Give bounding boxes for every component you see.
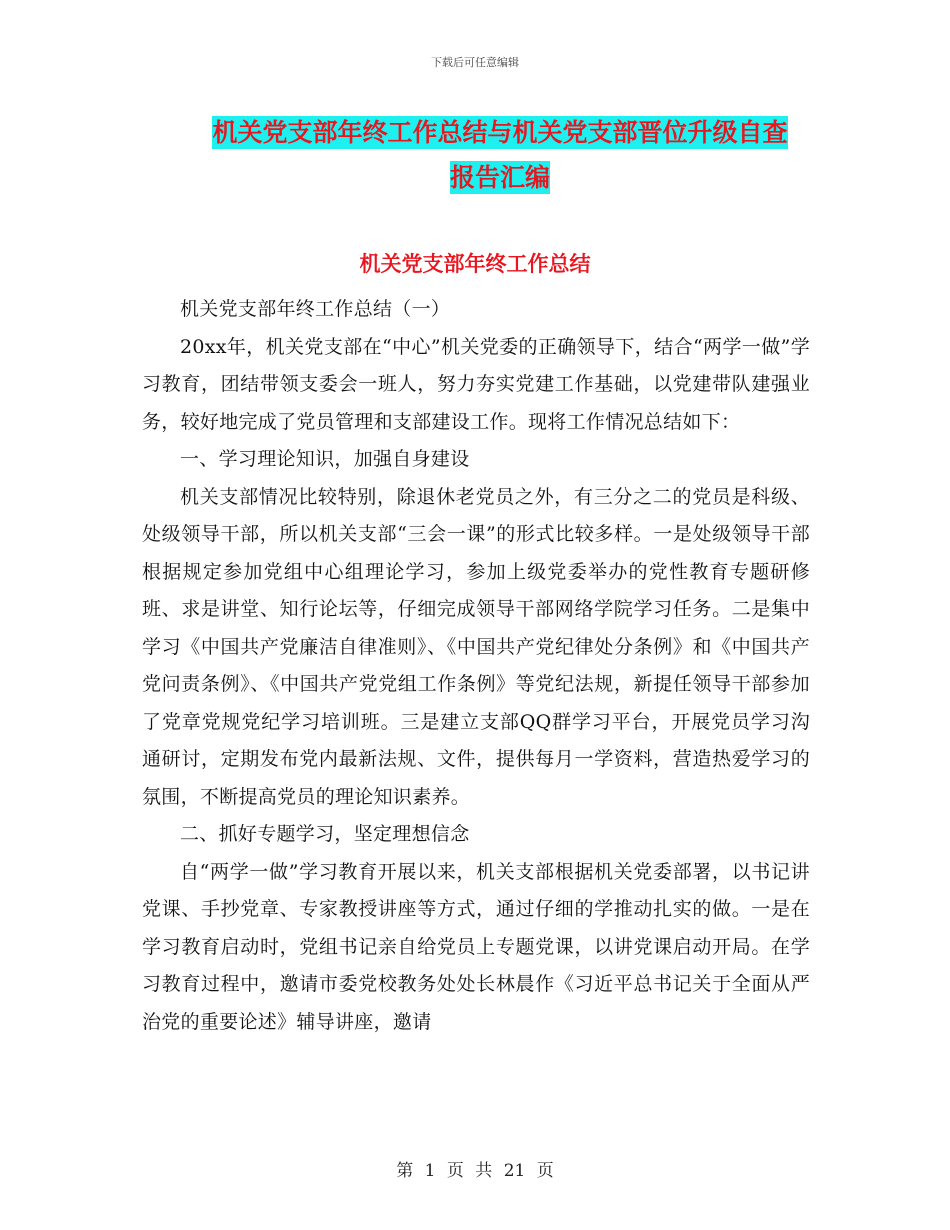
paragraph-heading: 二、抓好专题学习，坚定理想信念: [180, 823, 470, 845]
paragraph-heading: 一、学习理论知识，加强自身建设: [180, 448, 470, 470]
title-line-2: 报告汇编: [449, 163, 550, 192]
paragraph: 自“两学一做”学习教育开展以来，机关支部根据机关党委部署，以书记讲党课、手抄党章、专家教授讲座等方式，通过仔细的学推动扎实的做。一是在学习教育启动时，党组书记亲自给党员上专题党课，以讲党课启动开局。在学习教育过程中，邀请市委党校教务处处长林晨作《习近平总书记关于全面从严治党的重要论述》辅导讲座，邀请: [142, 860, 810, 1033]
paragraph: 20xx年，机关党支部在“中心”机关党委的正确领导下，结合“两学一做”学习教育，团结带领支委会一班人，努力夯实党建工作基础，以党建带队建强业务，较好地完成了党员管理和支部建设工作。现将工作情况总结如下：: [142, 335, 810, 433]
section-title: 机关党支部年终工作总结: [359, 252, 591, 276]
document-body: [142, 291, 810, 1041]
paragraph: 机关支部情况比较特别，除退休老党员之外，有三分之二的党员是科级、处级领导干部，所以机关支部“三会一课”的形式比较多样。一是处级领导干部根据规定参加党组中心组理论学习，参加上级党委举办的党性教育专题研修班、求是讲堂、知行论坛等，仔细完成领导干部网络学院学习任务。二是集中学习《中国共产党廉洁自律准则》、《中国共产党纪律处分条例》和《中国共产党问责条例》、《中国共产党党组工作条例》等党纪法规，新提任领导干部参加了党章党规党纪学习培训班。三是建立支部QQ群学习平台，开展党员学习沟通研讨，定期发布党内最新法规、文件，提供每月一学资料，营造热爱学习的氛围，不断提高党员的理论知识素养。: [142, 485, 810, 808]
header-note: 下载后可任意编辑: [431, 56, 519, 69]
paragraph: 机关党支部年终工作总结（一）: [180, 298, 451, 320]
page-number: 第 1 页 共 21 页: [396, 1161, 554, 1181]
title-line-1: 机关党支部年终工作总结与机关党支部晋位升级自查: [212, 118, 788, 147]
document-title: [140, 110, 860, 200]
